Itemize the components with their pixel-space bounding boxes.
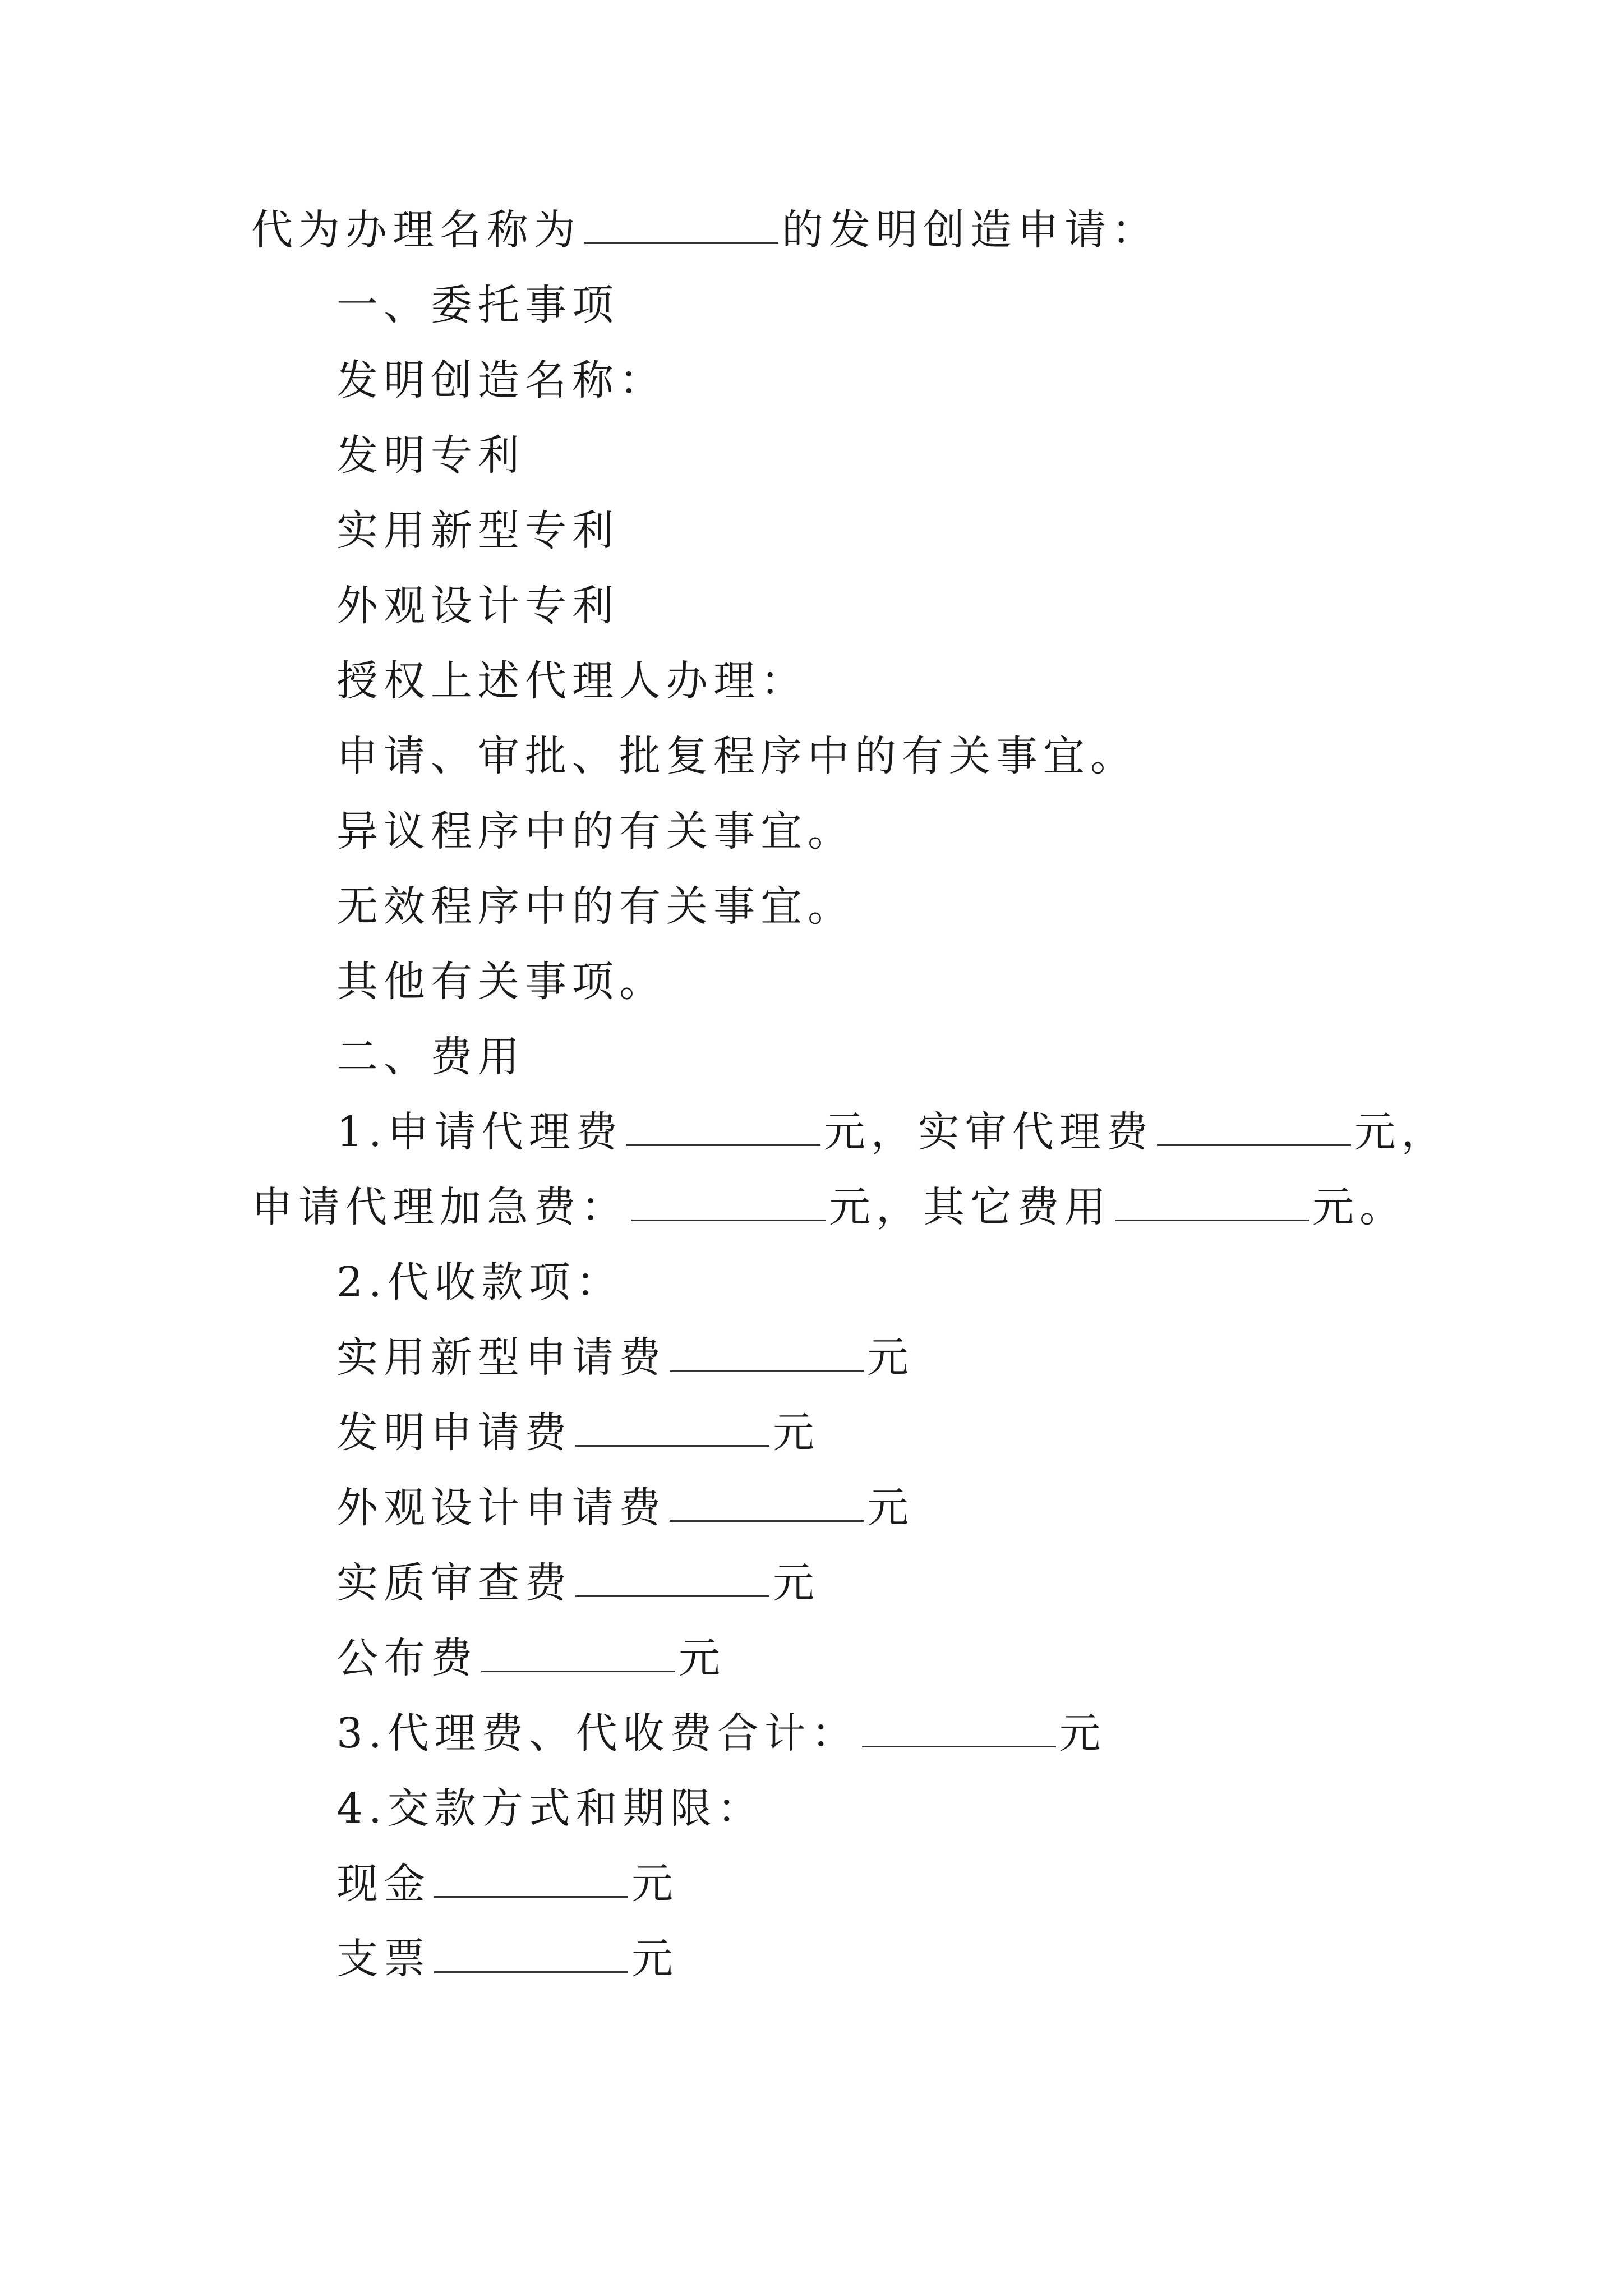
section-heading-entrusted-matters: 一、委托事项 <box>336 281 619 329</box>
cheque-label: 支票 <box>336 1935 431 1983</box>
currency-unit: 元 <box>631 1860 679 1908</box>
invention-application-fee-blank[interactable] <box>575 1409 769 1447</box>
design-application-fee-blank[interactable] <box>670 1484 864 1522</box>
authorized-item-application: 申请、审批、批复程序中的有关事宜。 <box>336 732 1137 780</box>
authorized-item-opposition: 异议程序中的有关事宜。 <box>336 807 855 855</box>
other-fees-blank[interactable] <box>1115 1184 1309 1221</box>
application-agency-fee-blank[interactable] <box>626 1108 820 1146</box>
invention-application-fee-line <box>336 1405 820 1461</box>
urgent-agency-fee-label: 申请代理加急费： <box>251 1183 628 1231</box>
cash-payment-line <box>336 1856 679 1912</box>
application-agency-fee-label: 1.申请代理费 <box>336 1108 623 1156</box>
total-fees-blank[interactable] <box>862 1710 1056 1747</box>
publication-fee-line <box>336 1630 726 1686</box>
fee-line-urgent-and-other <box>251 1179 1407 1235</box>
authorization-statement: 授权上述代理人办理： <box>336 657 808 705</box>
option-design-patent: 外观设计专利 <box>336 582 619 630</box>
cash-amount-blank[interactable] <box>434 1860 628 1898</box>
substantive-examination-fee-label: 实质审查费 <box>336 1559 572 1607</box>
currency-unit: 元 <box>867 1333 914 1382</box>
invention-name-blank[interactable] <box>584 206 778 244</box>
payment-method-heading: 4.交款方式和期限： <box>336 1784 764 1833</box>
publication-fee-blank[interactable] <box>481 1635 675 1672</box>
substantive-examination-fee-line <box>336 1555 820 1611</box>
authorized-item-invalidation: 无效程序中的有关事宜。 <box>336 882 855 931</box>
cash-label: 现金 <box>336 1860 431 1908</box>
examination-agency-fee-blank[interactable] <box>1157 1108 1351 1146</box>
total-fees-label: 3.代理费、代收费合计： <box>336 1709 859 1757</box>
examination-agency-fee-label: 元，实审代理费 <box>823 1108 1154 1156</box>
currency-unit: 元 <box>679 1634 726 1682</box>
utility-model-application-fee-line <box>336 1329 914 1386</box>
intro-text-before: 代为办理名称为 <box>251 206 581 254</box>
utility-model-application-fee-label: 实用新型申请费 <box>336 1333 666 1382</box>
urgent-agency-fee-blank[interactable] <box>631 1184 826 1221</box>
design-application-fee-line <box>336 1480 914 1536</box>
fee-line-end: 元， <box>1354 1108 1449 1156</box>
fee-line-agency-fees <box>336 1104 1449 1160</box>
currency-unit: 元 <box>867 1484 914 1532</box>
invention-application-fee-label: 发明申请费 <box>336 1409 572 1457</box>
other-fees-label: 元，其它费用 <box>829 1183 1112 1231</box>
publication-fee-label: 公布费 <box>336 1634 478 1682</box>
intro-line <box>251 202 1159 258</box>
fee-line-end: 元。 <box>1312 1183 1407 1231</box>
option-utility-model-patent: 实用新型专利 <box>336 507 619 555</box>
cheque-payment-line <box>336 1931 679 1987</box>
section-heading-fees: 二、费用 <box>336 1033 525 1081</box>
currency-unit: 元 <box>631 1935 679 1983</box>
invention-name-label: 发明创造名称： <box>336 356 666 404</box>
cheque-amount-blank[interactable] <box>434 1935 628 1973</box>
substantive-examination-fee-blank[interactable] <box>575 1559 769 1597</box>
authorized-item-other: 其他有关事项。 <box>336 958 666 1006</box>
option-invention-patent: 发明专利 <box>336 431 525 480</box>
intro-text-after: 的发明创造申请： <box>782 206 1159 254</box>
currency-unit: 元 <box>773 1409 820 1457</box>
collected-payments-heading: 2.代收款项： <box>336 1258 623 1306</box>
currency-unit: 元 <box>1059 1709 1106 1757</box>
currency-unit: 元 <box>773 1559 820 1607</box>
utility-model-application-fee-blank[interactable] <box>670 1334 864 1372</box>
total-fees-line <box>336 1705 1106 1761</box>
design-application-fee-label: 外观设计申请费 <box>336 1484 666 1532</box>
